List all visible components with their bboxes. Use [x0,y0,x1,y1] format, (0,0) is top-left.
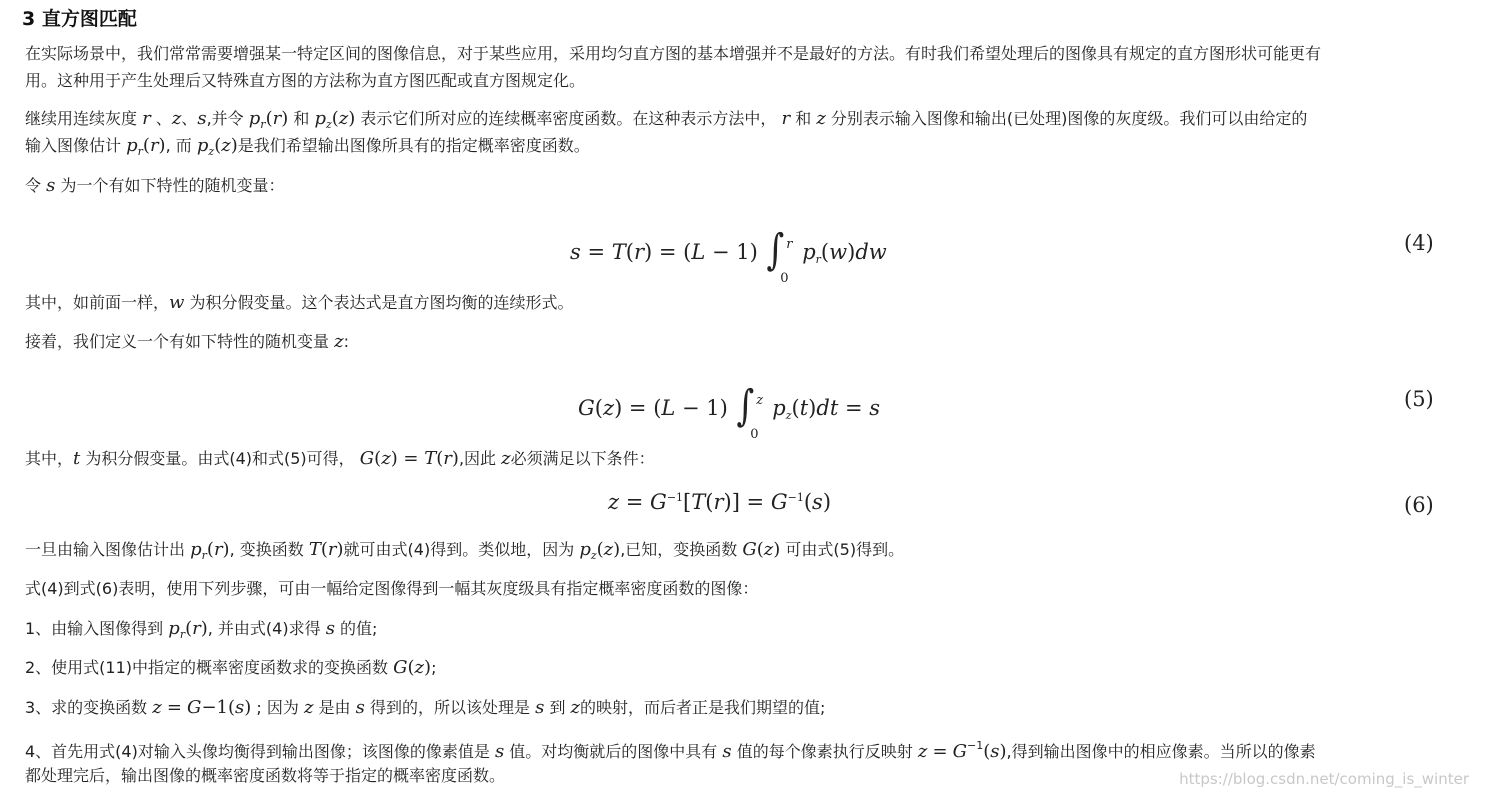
paragraph-let-s: 令 s 为一个有如下特性的随机变量： [25,175,285,196]
paragraph-intro-line2: 用。这种用于产生处理后又特殊直方图的方法称为直方图匹配或直方图规定化。 [25,71,586,90]
equation-5: G(z) = (L − 1) ∫ z 0 $p_z(t)dt = s$ [578,381,880,442]
step-4-line2: 都处理完后，输出图像的概率密度函数将等于指定的概率密度函数。 [25,766,506,785]
watermark: https://blog.csdn.net/coming_is_winter [1179,770,1469,788]
equation-5-number: (5) [1404,387,1434,411]
paragraph-steps-intro: 式(4)到式(6)表明，使用下列步骤，可由一幅给定图像得到一幅其灰度级具有指定概率密度函数的图像： [25,579,759,598]
step-2: 2、使用式(11)中指定的概率密度函数求的变换函数 G(z); [25,657,437,678]
paragraph-continuous-line1: 继续用连续灰度 r 、z、s,并令 $p_r(r)$ 和 $p_z(z)$ 表示它们所对应的连续概率密度函数。在这种表示方法中， r 和 z 分别表示输入图像和输出(已处理)图像的灰度级。我们可以由给定的 [25,108,1308,131]
step-3: 3、求的变换函数 z = G−1(s) ; 因为 z 是由 s 得到的，所以该处理是 s 到 z的映射，而后者正是我们期望的值; [25,697,826,718]
step-4-line1: 4、首先用式(4)对输入头像均衡得到输出图像；该图像的像素值是 s 值。对均衡就后的图像中具有 s 值的每个像素执行反映射 $z = G^{-1}(s)$,得到输出图像中的相应像素。当所以的像素 [25,739,1316,762]
paragraph-t-dummy: 其中，t 为积分假变量。由式(4)和式(5)可得， G(z) = T(r),因此 z必须满足以下条件： [25,448,655,469]
paragraph-continuous-line2: 输入图像估计 $p_r(r)$, 而 $p_z(z)$是我们希望输出图像所具有的指定概率密度函数。 [25,135,590,158]
equation-4: s = T(r) = (L − 1) ∫ r 0 $p_r(w)dw$ [570,225,887,286]
paragraph-define-z: 接着，我们定义一个有如下特性的随机变量 z: [25,331,349,352]
equation-6-number: (6) [1404,493,1434,517]
paragraph-w-dummy: 其中，如前面一样，w 为积分假变量。这个表达式是直方图均衡的连续形式。 [25,292,574,313]
equation-4-number: (4) [1404,231,1434,255]
step-1: 1、由输入图像得到 $p_r(r)$, 并由式(4)求得 s 的值; [25,618,378,641]
section-heading: 3 直方图匹配 [22,8,137,30]
paragraph-intro-line1: 在实际场景中，我们常常需要增强某一特定区间的图像信息，对于某些应用，采用均匀直方图的基本增强并不是最好的方法。有时我们希望处理后的图像具有规定的直方图形状可能更有 [25,44,1322,63]
equation-6: $z = G^{-1}[T(r)] = G^{-1}(s)$ [608,490,832,514]
paragraph-once-estimated: 一旦由输入图像估计出 $p_r(r)$, 变换函数 T(r)就可由式(4)得到。类似地，因为 $p_z(z)$,已知，变换函数 G(z) 可由式(5)得到。 [25,539,905,562]
